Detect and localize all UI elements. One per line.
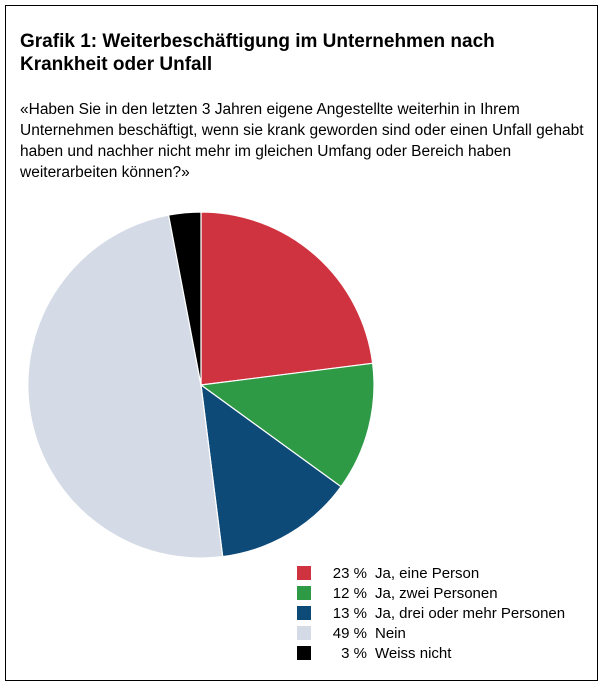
legend-label: Ja, drei oder mehr Personen: [375, 604, 566, 622]
legend-label: Ja, zwei Personen: [375, 584, 498, 602]
legend-swatch: [297, 586, 311, 600]
legend-item: [297, 603, 565, 623]
survey-question: «Haben Sie in den letzten 3 Jahren eigene Angestellte weiterhin in Ihrem Unternehmen beschäftigt, wenn sie krank geworden sind oder einen Unfall gehabt haben und nachher nicht mehr im gleichen Umfang oder Bereich haben weiterarbeiten können?»: [20, 101, 584, 181]
legend-item: [297, 583, 565, 603]
legend-item: [297, 643, 565, 663]
legend-value: 3 %: [341, 644, 367, 662]
legend: [297, 563, 565, 663]
pie-slice: [201, 212, 373, 385]
chart-title-line1: Grafik 1: Weiterbeschäftigung im Unternehmen nach: [20, 31, 495, 52]
legend-value: 12 %: [332, 584, 367, 602]
legend-value: 13 %: [332, 604, 367, 622]
legend-value: 49 %: [332, 624, 367, 642]
legend-item: [297, 563, 565, 583]
legend-value: 23 %: [332, 564, 367, 582]
legend-swatch: [297, 646, 311, 660]
legend-swatch: [297, 626, 311, 640]
legend-label: Weiss nicht: [375, 644, 452, 662]
legend-label: Nein: [375, 624, 406, 642]
legend-label: Ja, eine Person: [375, 564, 480, 582]
legend-swatch: [297, 606, 311, 620]
chart-title-line2: Krankheit oder Unfall: [20, 54, 213, 75]
legend-swatch: [297, 566, 311, 580]
legend-item: [297, 623, 565, 643]
